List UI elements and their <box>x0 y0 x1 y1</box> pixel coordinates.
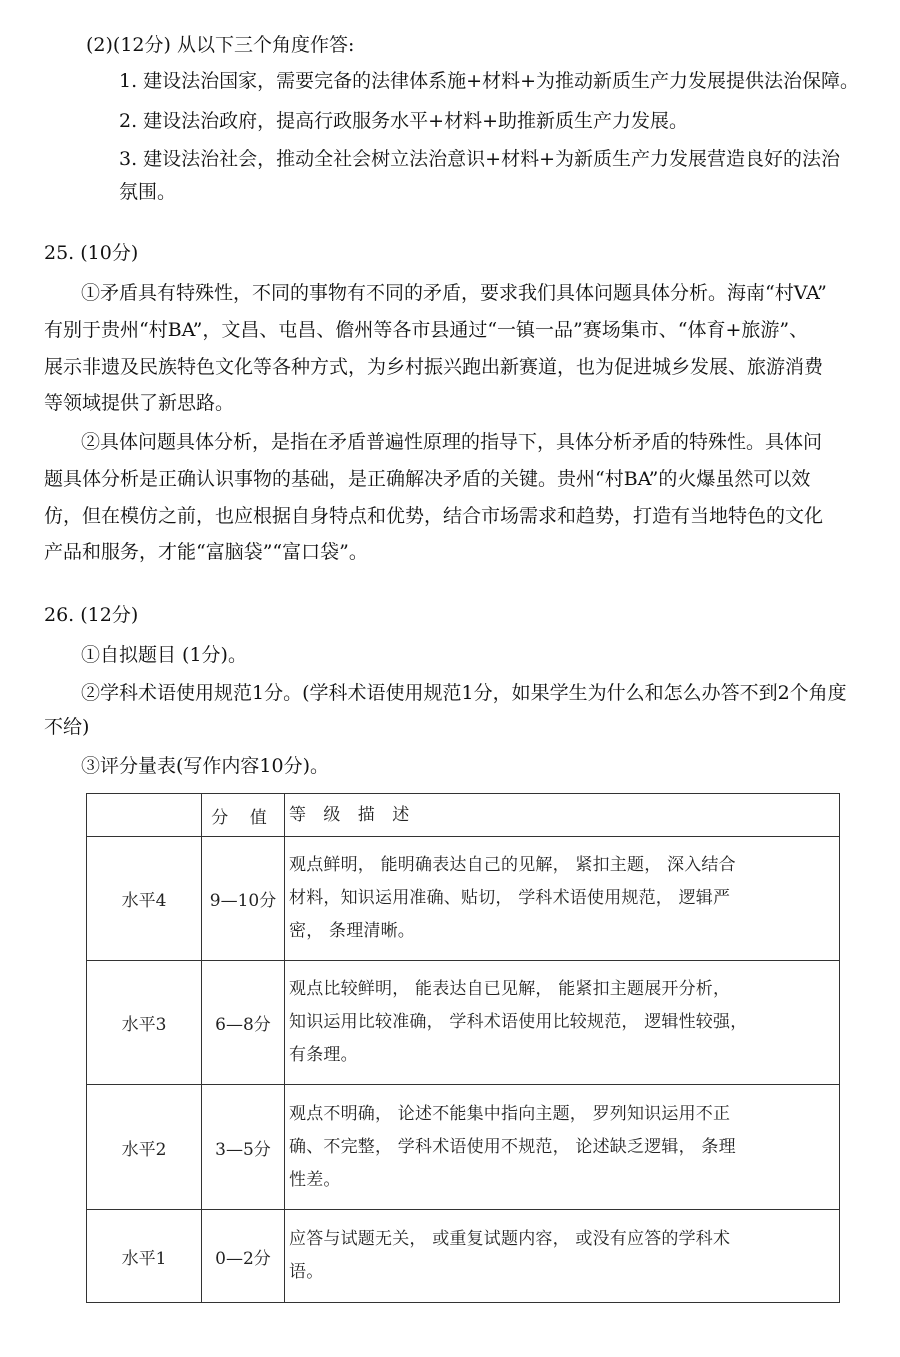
rubric-score: 6—8分 <box>202 961 285 1085</box>
q26-heading: 26. (12分) <box>44 604 139 626</box>
rubric-desc <box>285 1210 840 1303</box>
rubric-desc-line: 有条理。 <box>289 1045 358 1065</box>
rubric-desc-line: 材料，知识运用准确、贴切， 学科术语使用规范， 逻辑严 <box>289 888 731 908</box>
rubric-desc-line: 观点不明确， 论述不能集中指向主题， 罗列知识运用不正 <box>289 1103 731 1124</box>
rubric-desc-line: 观点比较鲜明， 能表达自已见解， 能紧扣主题展开分析， <box>289 979 731 999</box>
q25-para1-line2: 有别于贵州“村BA”，文昌、屯昌、儋州等各市县通过“一镇一品”赛场集市、“体育+旅游”、 <box>44 319 809 341</box>
rubric-desc-line: 性差。 <box>289 1169 341 1190</box>
q25-para1-line1: ①矛盾具有特殊性，不同的事物有不同的矛盾，要求我们具体问题具体分析。海南“村VA” <box>81 282 827 304</box>
q25-para1-line4: 等领域提供了新思路。 <box>44 392 235 414</box>
rubric-score: 0—2分 <box>202 1210 285 1303</box>
q24-point-1: 1. 建设法治国家，需要完备的法律体系施+材料+为推动新质生产力发展提供法治保障。 <box>119 70 860 92</box>
q26-item-1: ①自拟题目 (1分)。 <box>81 644 247 666</box>
rubric-desc-line: 语。 <box>289 1262 324 1282</box>
rubric-desc <box>285 837 840 961</box>
rubric-desc-line: 应答与试题无关， 或重复试题内容， 或没有应答的学科术 <box>289 1229 731 1249</box>
q25-para2-line4: 产品和服务，才能“富脑袋”“富口袋”。 <box>44 541 368 563</box>
rubric-score: 9—10分 <box>202 837 285 961</box>
rubric-table <box>86 793 840 1303</box>
rubric-header-desc: 等 级 描 述 <box>285 794 840 837</box>
q24-point-3-cont: 氛围。 <box>119 181 177 203</box>
q24-point-2: 2. 建设法治政府，提高行政服务水平+材料+助推新质生产力发展。 <box>119 110 689 132</box>
q26-item-3: ③评分量表(写作内容10分)。 <box>81 755 330 777</box>
rubric-desc-line: 知识运用比较准确， 学科术语使用比较规范， 逻辑性较强， <box>289 1012 748 1032</box>
rubric-header-row <box>87 794 840 837</box>
rubric-level: 水平3 <box>87 961 202 1085</box>
q25-para2-line3: 仿，但在模仿之前，也应根据自身特点和优势，结合市场需求和趋势，打造有当地特色的文化 <box>44 505 824 527</box>
rubric-row <box>87 1210 840 1303</box>
rubric-level: 水平4 <box>87 837 202 961</box>
q25-para2-line1: ②具体问题具体分析，是指在矛盾普遍性原理的指导下，具体分析矛盾的特殊性。具体问 <box>81 431 823 453</box>
rubric-score: 3—5分 <box>202 1085 285 1210</box>
q26-item-2: ②学科术语使用规范1分。(学科术语使用规范1分，如果学生为什么和怎么办答不到2个角度 <box>81 682 847 704</box>
q25-para2-line2: 题具体分析是正确认识事物的基础，是正确解决矛盾的关键。贵州“村BA”的火爆虽然可以效 <box>44 468 811 490</box>
rubric-desc <box>285 961 840 1085</box>
q24-part2-heading: (2)(12分) 从以下三个角度作答: <box>86 34 355 56</box>
q25-heading: 25. (10分) <box>44 242 139 264</box>
rubric-row <box>87 1085 840 1210</box>
q24-point-3: 3. 建设法治社会，推动全社会树立法治意识+材料+为新质生产力发展营造良好的法治 <box>119 148 841 170</box>
rubric-level: 水平1 <box>87 1210 202 1303</box>
rubric-row <box>87 837 840 961</box>
rubric-header-level <box>87 794 202 837</box>
rubric-header-score: 分 值 <box>202 794 285 837</box>
rubric-level: 水平2 <box>87 1085 202 1210</box>
rubric-desc-line: 密， 条理清晰。 <box>289 921 416 941</box>
rubric-desc-line: 确、不完整， 学科术语使用不规范， 论述缺乏逻辑， 条理 <box>289 1136 736 1157</box>
rubric-row <box>87 961 840 1085</box>
q26-item-2-cont: 不给) <box>44 716 90 738</box>
rubric-desc-line: 观点鲜明， 能明确表达自己的见解， 紧扣主题， 深入结合 <box>289 855 736 875</box>
rubric-desc <box>285 1085 840 1210</box>
q25-para1-line3: 展示非遗及民族特色文化等各种方式，为乡村振兴跑出新赛道，也为促进城乡发展、旅游消费 <box>44 356 824 378</box>
